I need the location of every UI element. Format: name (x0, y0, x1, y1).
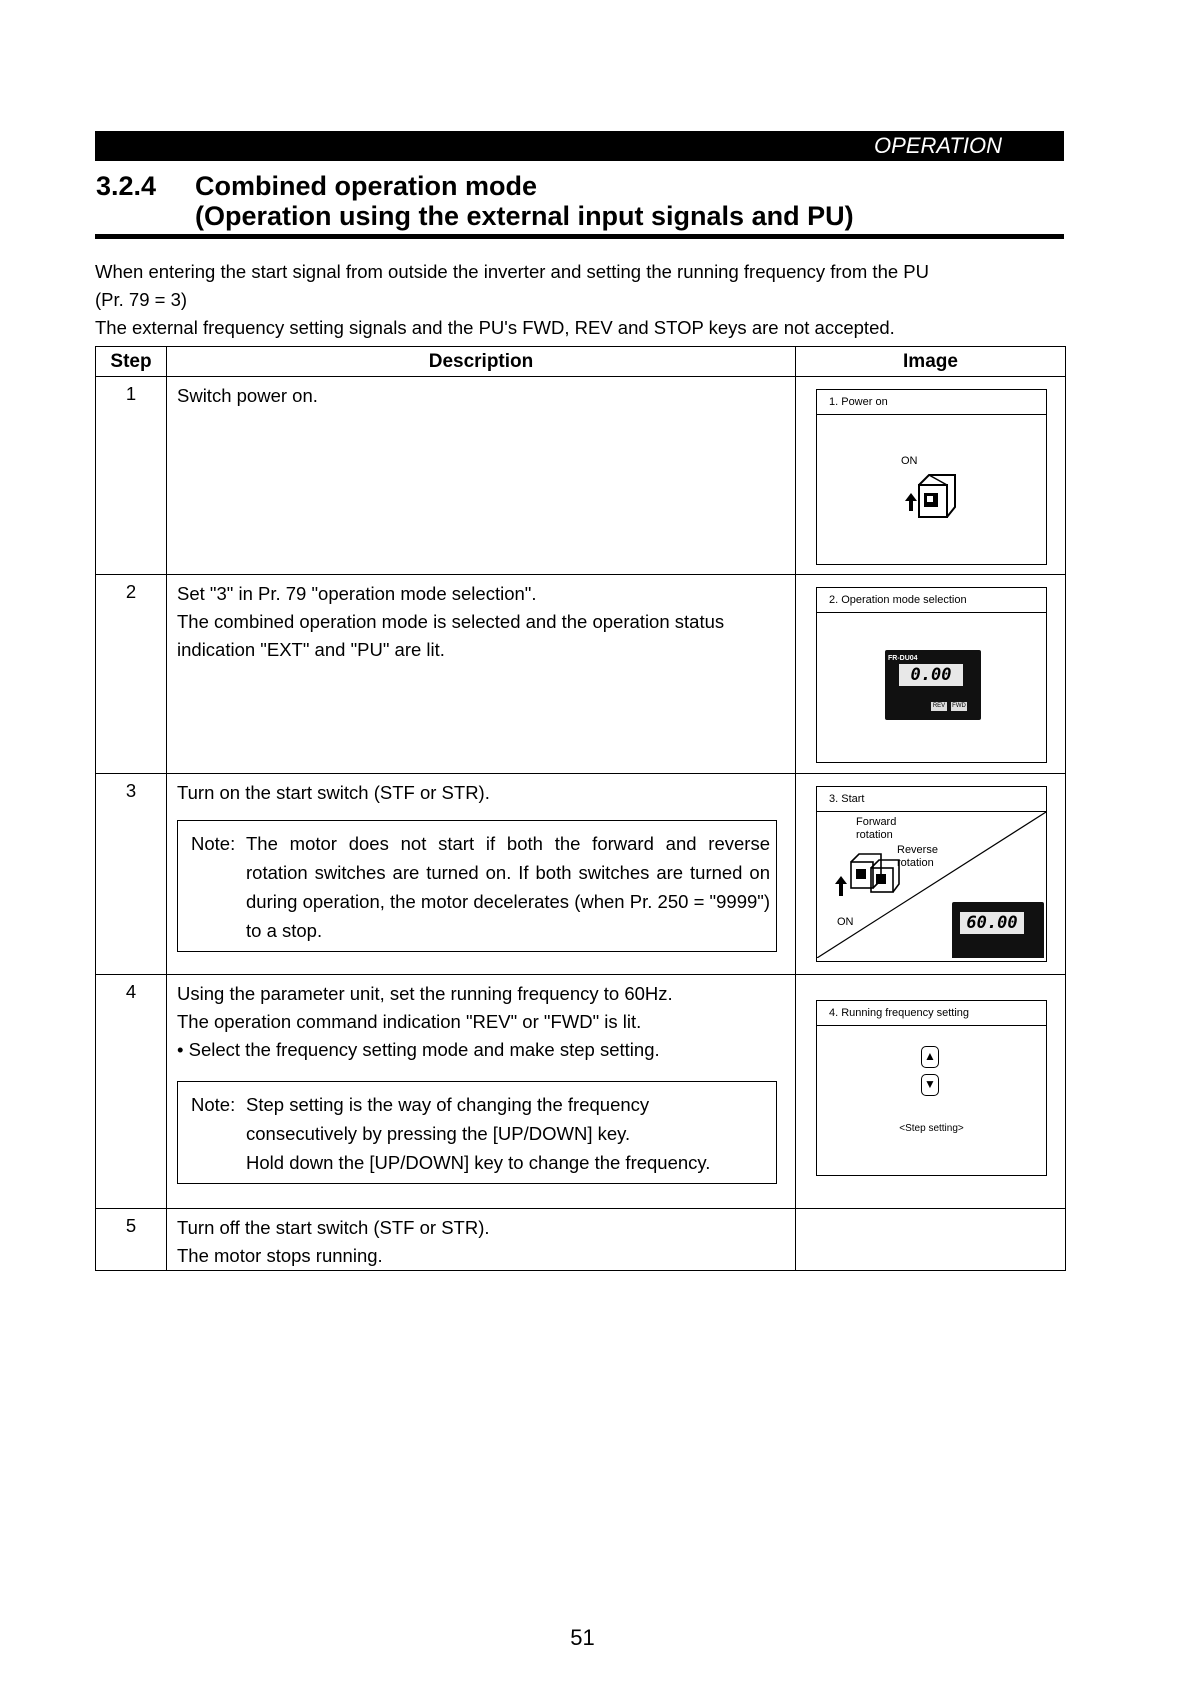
table-header-row (96, 347, 1066, 377)
start-figure (816, 786, 1047, 962)
section-band (95, 131, 1064, 161)
note-label: Note: (191, 1094, 236, 1115)
step-image-cell (796, 975, 1066, 1209)
reverse-rotation-label: Reverse rotation (897, 844, 938, 869)
power-on-figure (816, 389, 1047, 565)
on-label: ON (837, 916, 854, 928)
down-key-icon: ▼ (921, 1074, 939, 1096)
operation-mode-figure (816, 587, 1047, 763)
step-description (167, 975, 796, 1209)
desc-line: The motor stops running. (177, 1245, 383, 1266)
figure-caption: 4. Running frequency setting (817, 1001, 1046, 1026)
desc-line: Turn on the start switch (STF or STR). (177, 782, 490, 803)
step-number: 5 (96, 1209, 167, 1271)
step-setting-label: <Step setting> (899, 1123, 964, 1134)
parameter-unit-display (885, 650, 981, 720)
note-line: Step setting is the way of changing the frequency (246, 1094, 650, 1115)
forward-rotation-label: Forward rotation (856, 816, 897, 841)
breaker-switch-icon (895, 467, 965, 527)
step-image-cell (796, 575, 1066, 774)
header-description: Description (167, 347, 796, 377)
step-description (167, 575, 796, 774)
desc-line: • Select the frequency setting mode and make step setting. (177, 1039, 660, 1060)
page-number: 51 (570, 1625, 595, 1650)
desc-line: The operation command indication "REV" or "FWD" is lit. (177, 1011, 642, 1032)
table-row (96, 575, 1066, 774)
section-title (195, 171, 854, 231)
up-key-icon: ▲ (921, 1046, 939, 1068)
desc-line: The combined operation mode is selected and the operation status indication "EXT" and "PU" are lit. (177, 611, 725, 660)
running-frequency-figure (816, 1000, 1047, 1176)
step-number: 3 (96, 774, 167, 975)
desc-line: Set "3" in Pr. 79 "operation mode selection". (177, 583, 537, 604)
table-row (96, 377, 1066, 575)
frequency-readout: 60.00 (960, 912, 1024, 934)
model-label: FR-DU04 (888, 655, 918, 662)
note-text: The motor does not start if both the forward and reverse rotation switches are turned on. If both switches are turned on during operation, the motor decelerates (when Pr. 250 = "9999") to a stop. (246, 833, 770, 941)
step-description (167, 1209, 796, 1271)
rev-key: REV (932, 703, 946, 709)
note-line: consecutively by pressing the [UP/DOWN] key. (246, 1123, 631, 1144)
step-number: 4 (96, 975, 167, 1209)
step-image-cell (796, 1209, 1066, 1271)
step-description (167, 774, 796, 975)
step-image-cell (796, 774, 1066, 975)
intro-line: (Pr. 79 = 3) (95, 289, 188, 310)
note-line: Hold down the [UP/DOWN] key to change the frequency. (246, 1152, 711, 1173)
parameter-unit-display (952, 902, 1044, 958)
section-number: 3.2.4 (96, 171, 157, 201)
table-row (96, 774, 1066, 975)
note-box (177, 1081, 777, 1184)
figure-caption: 3. Start (817, 787, 1046, 812)
figure-caption: 2. Operation mode selection (817, 588, 1046, 613)
on-label: ON (901, 455, 918, 467)
figure-caption: 1. Power on (817, 390, 1046, 415)
fwd-key: FWD (952, 703, 966, 709)
band-label: OPERATION (874, 133, 1002, 158)
note-box (177, 820, 777, 952)
section-title-line2: (Operation using the external input signals and PU) (195, 201, 854, 231)
step-image-cell (796, 377, 1066, 575)
frequency-readout: 0.00 (899, 664, 963, 686)
table-row (96, 975, 1066, 1209)
header-step: Step (96, 347, 167, 377)
desc-line: Turn off the start switch (STF or STR). (177, 1217, 490, 1238)
table-row (96, 1209, 1066, 1271)
step-number: 2 (96, 575, 167, 774)
intro-line: When entering the start signal from outside the inverter and setting the running frequency from the PU (95, 261, 929, 282)
step-number: 1 (96, 377, 167, 575)
header-image: Image (796, 347, 1066, 377)
start-switches-icon (831, 842, 901, 900)
intro-line: The external frequency setting signals and the PU's FWD, REV and STOP keys are not accepted. (95, 317, 895, 338)
step-description (167, 377, 796, 575)
note-label: Note: (191, 833, 236, 854)
desc-line: Using the parameter unit, set the running frequency to 60Hz. (177, 983, 673, 1004)
intro-text (95, 258, 1075, 342)
steps-table (95, 346, 1066, 1271)
section-title-line1: Combined operation mode (195, 171, 538, 201)
title-rule (95, 234, 1064, 239)
desc-line: Switch power on. (177, 385, 318, 406)
